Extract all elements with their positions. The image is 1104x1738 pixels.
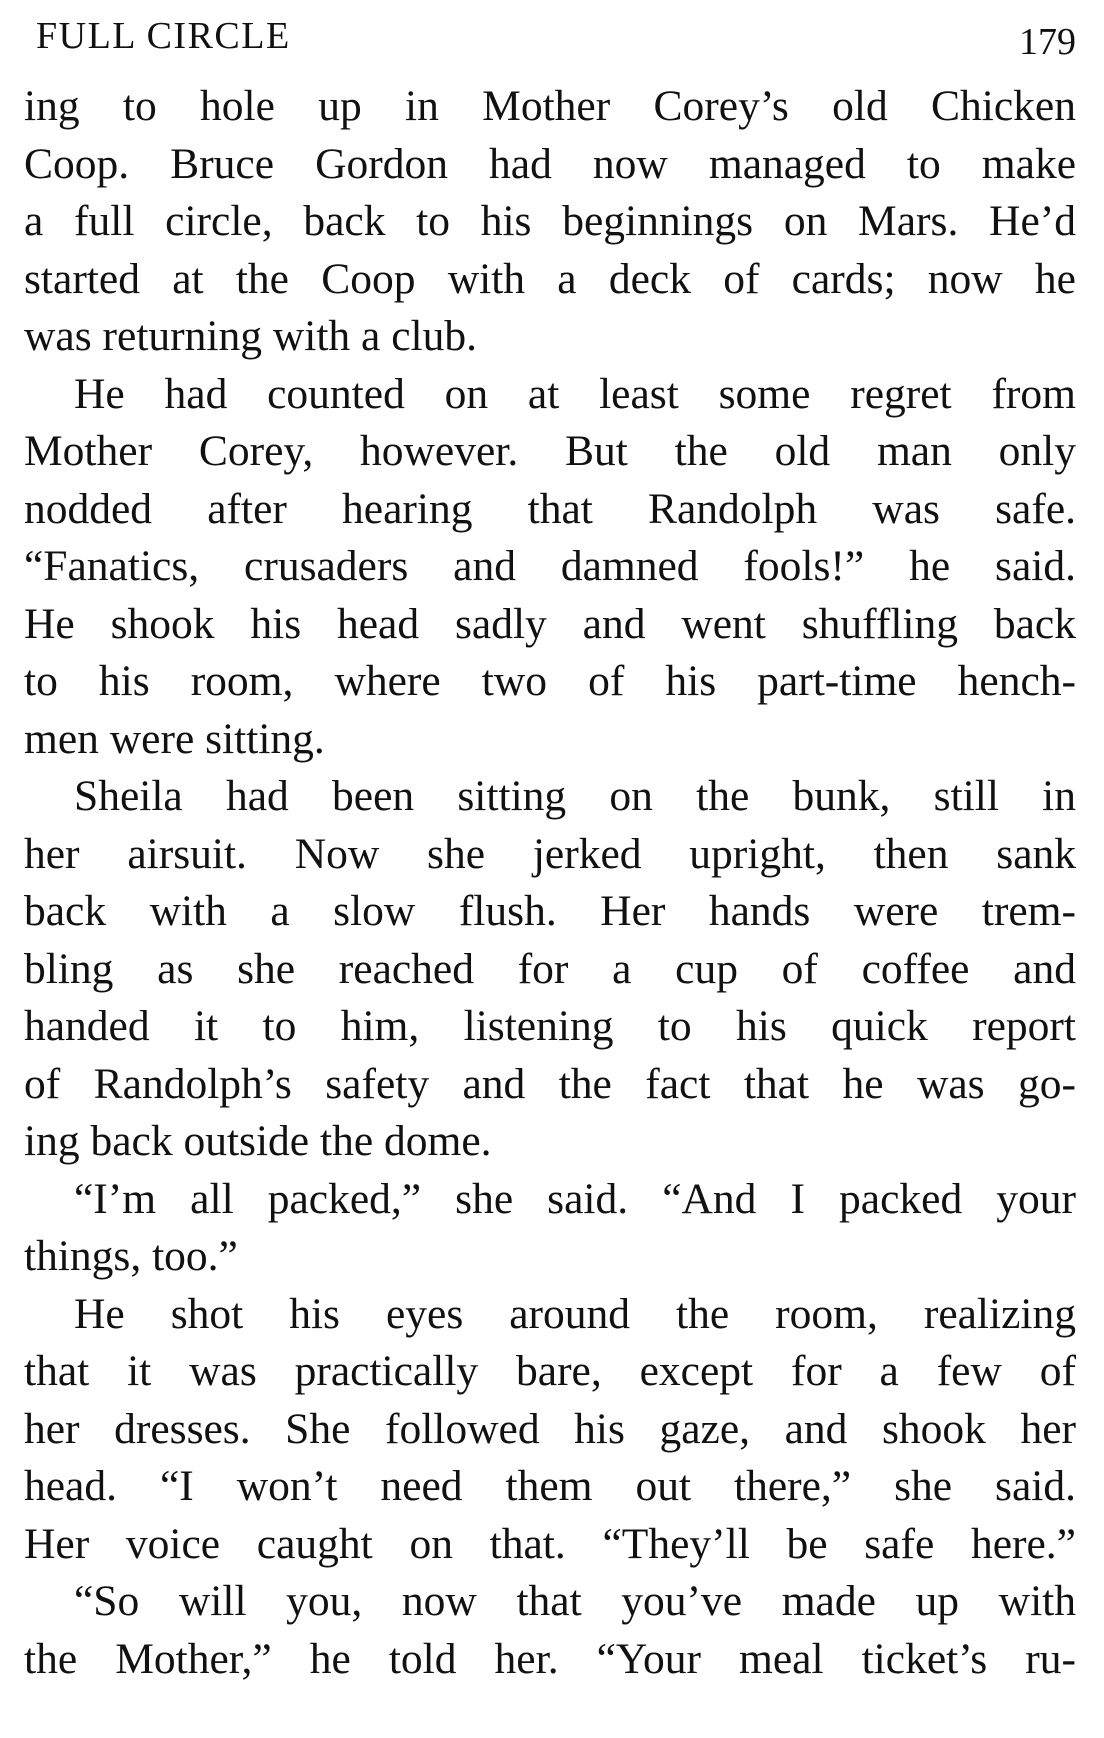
text-line: back with a slow flush. Her hands were trem- [24,887,1076,935]
text-line: things, too.” [24,1232,238,1280]
text-line: nodded after hearing that Randolph was safe. [24,484,1076,533]
text-line: bling as she reached for a cup of coffee and [24,944,1076,993]
text-line: “Fanatics, crusaders and damned fools!” he said. [24,542,1076,590]
text-line: the Mother,” he told her. “Your meal ticket’s ru- [24,1634,1076,1683]
text-line: of Randolph’s safety and the fact that he was go- [24,1059,1076,1108]
body-text [24,78,1076,1688]
text-line: He shot his eyes around the room, realizing [74,1289,1076,1338]
text-line: ing back outside the dome. [24,1117,492,1165]
text-line: her dresses. She followed his gaze, and shook her [24,1404,1076,1453]
text-line: men were sitting. [24,714,325,763]
text-line: “So will you, now that you’ve made up with [74,1577,1076,1625]
text-line: handed it to him, listening to his quick report [24,1002,1076,1050]
running-head [36,14,1076,62]
text-line: ing to hole up in Mother Corey’s old Chicken [24,82,1076,130]
text-line: He shook his head sadly and went shuffling back [24,599,1076,648]
text-line: a full circle, back to his beginnings on Mars. He’d [24,197,1076,245]
text-line: Mother Corey, however. But the old man only [24,427,1076,475]
text-line: to his room, where two of his part-time hench- [24,657,1076,705]
text-line: Her voice caught on that. “They’ll be safe here.” [24,1519,1076,1568]
text-line: Sheila had been sitting on the bunk, still in [74,772,1076,820]
text-line: “I’m all packed,” she said. “And I packed your [74,1174,1076,1223]
text-line: Coop. Bruce Gordon had now managed to make [24,139,1076,188]
text-line: started at the Coop with a deck of cards; now he [24,254,1076,303]
text-line: He had counted on at least some regret from [74,369,1076,418]
running-head-title: FULL CIRCLE [36,15,291,57]
page-number: 179 [1019,21,1076,63]
text-line: was returning with a club. [24,312,478,360]
text-line: her airsuit. Now she jerked upright, then sank [24,829,1076,878]
text-line: that it was practically bare, except for a few of [24,1347,1076,1395]
text-line: head. “I won’t need them out there,” she said. [24,1462,1076,1510]
